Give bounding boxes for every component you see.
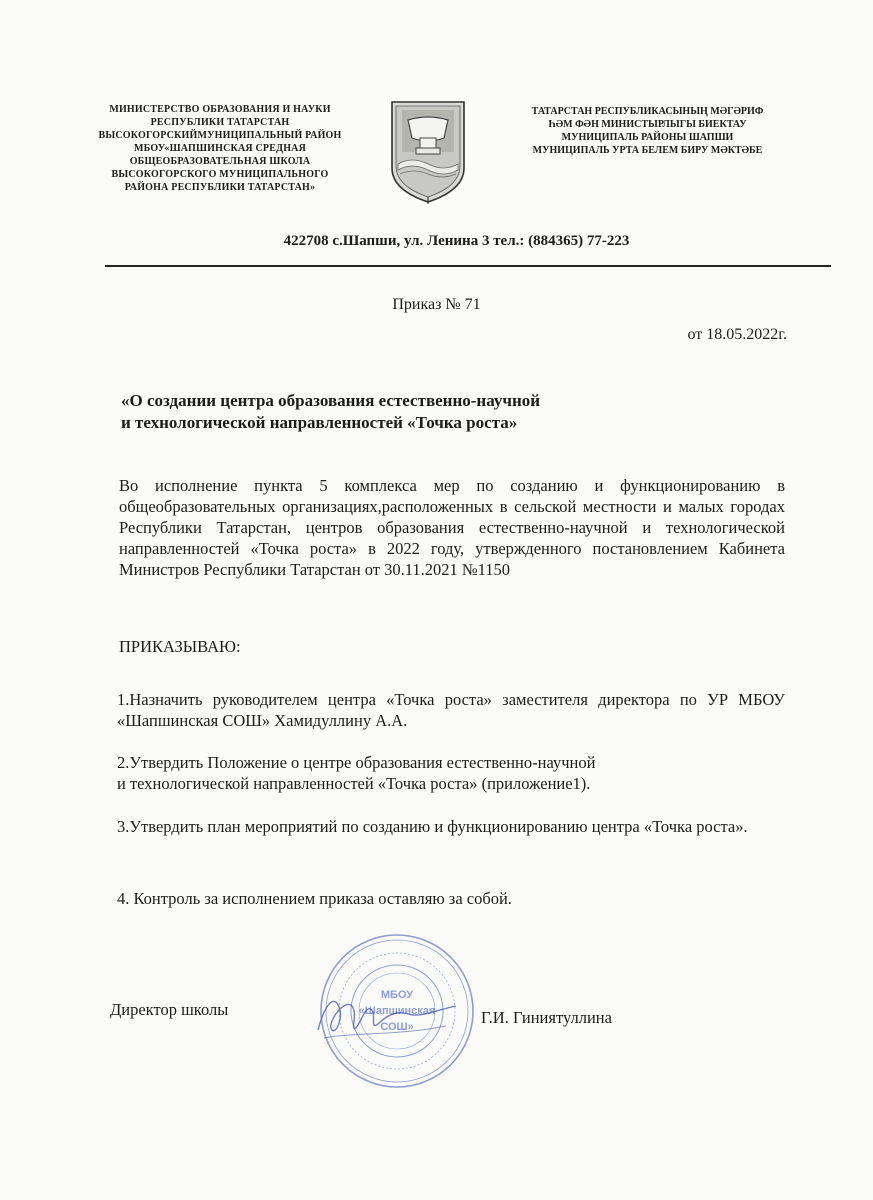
header-left-line: ВЫСОКОГОРСКОГО МУНИЦИПАЛЬНОГО — [111, 169, 329, 180]
signatory-name: Г.И. Гиниятуллина — [481, 1008, 612, 1027]
header-left-line: РЕСПУБЛИКИ ТАТАРСТАН — [150, 117, 290, 128]
director-signature — [296, 980, 476, 1050]
coat-of-arms-icon — [386, 98, 470, 206]
header-left-line: МИНИСТЕРСТВО ОБРАЗОВАНИЯ И НАУКИ — [109, 104, 331, 115]
header-divider — [105, 265, 831, 267]
header-left-line: МБОУ«ШАПШИНСКАЯ СРЕДНАЯ — [133, 143, 307, 154]
stamp-line: МБОУ — [380, 989, 414, 1001]
header-left-line: ВЫСОКОГОРСКИЙМУНИЦИПАЛЬНЫЙ РАЙОН — [98, 130, 342, 141]
header-right-line: ҺӘМ ФӘН МИНИСТЫРЛЫГЫ БИЕКТАУ — [548, 119, 747, 130]
stamp-line: СОШ» — [380, 1021, 414, 1033]
order-item-3: 3.Утвердить план мероприятий по созданию и функционированию центра «Точка роста». — [117, 817, 748, 836]
order-title — [121, 390, 741, 434]
order-item-4: 4. Контроль за исполнением приказа оставляю за собой. — [117, 889, 512, 908]
header-right-line: МУНИЦИПАЛЬ УРТА БЕЛЕМ БИРУ МӘКТӘБЕ — [532, 145, 763, 156]
school-address: 422708 с.Шапши, ул. Ленина 3 тел.: (884365) 77-223 — [283, 233, 630, 249]
order-item-2 — [117, 752, 783, 794]
signatory-position: Директор школы — [110, 1000, 229, 1019]
header-right-line: ТАТАРСТАН РЕСПУБЛИКАСЫНЫҢ МӘГӘРИФ — [531, 106, 764, 117]
order-item-2-line: 2.Утвердить Положение о центре образования естественно-научной — [117, 753, 596, 772]
order-item-1: 1.Назначить руководителем центра «Точка роста» заместителя директора по УР МБОУ «Шапшинская СОШ» Хамидуллину А.А. — [117, 690, 785, 730]
preamble-paragraph: Во исполнение пункта 5 комплекса мер по созданию и функционированию в общеобразовательных организациях,расположенных в сельской местности и малых городах Республики Татарстан, центров образования естественно-научной и технологической направленностей «Точка роста» в 2022 году, утвержденного постановлением Кабинета Министров Республики Татарстан от 30.11.2021 №1150 — [119, 476, 785, 579]
header-left-line: ОБЩЕОБРАЗОВАТЕЛЬНАЯ ШКОЛА — [129, 156, 311, 167]
stamp-line: «Шапшинская — [358, 1005, 436, 1017]
order-word: ПРИКАЗЫВАЮ: — [119, 637, 241, 656]
order-date: от 18.05.2022г. — [687, 326, 787, 343]
header-right-tatar — [505, 105, 790, 157]
header-right-line: МУНИЦИПАЛЬ РАЙОНЫ ШАПШИ — [561, 132, 734, 143]
order-number: Приказ № 71 — [392, 296, 481, 313]
order-item-2-line: и технологической направленностей «Точка роста» (приложение1). — [117, 774, 591, 793]
header-left-russian — [70, 103, 370, 194]
header-left-line: РАЙОНА РЕСПУБЛИКИ ТАТАРСТАН» — [124, 182, 316, 193]
order-title-line: «О создании центра образования естественно-научной — [121, 391, 541, 410]
order-title-line: и технологической направленностей «Точка роста» — [121, 413, 518, 432]
